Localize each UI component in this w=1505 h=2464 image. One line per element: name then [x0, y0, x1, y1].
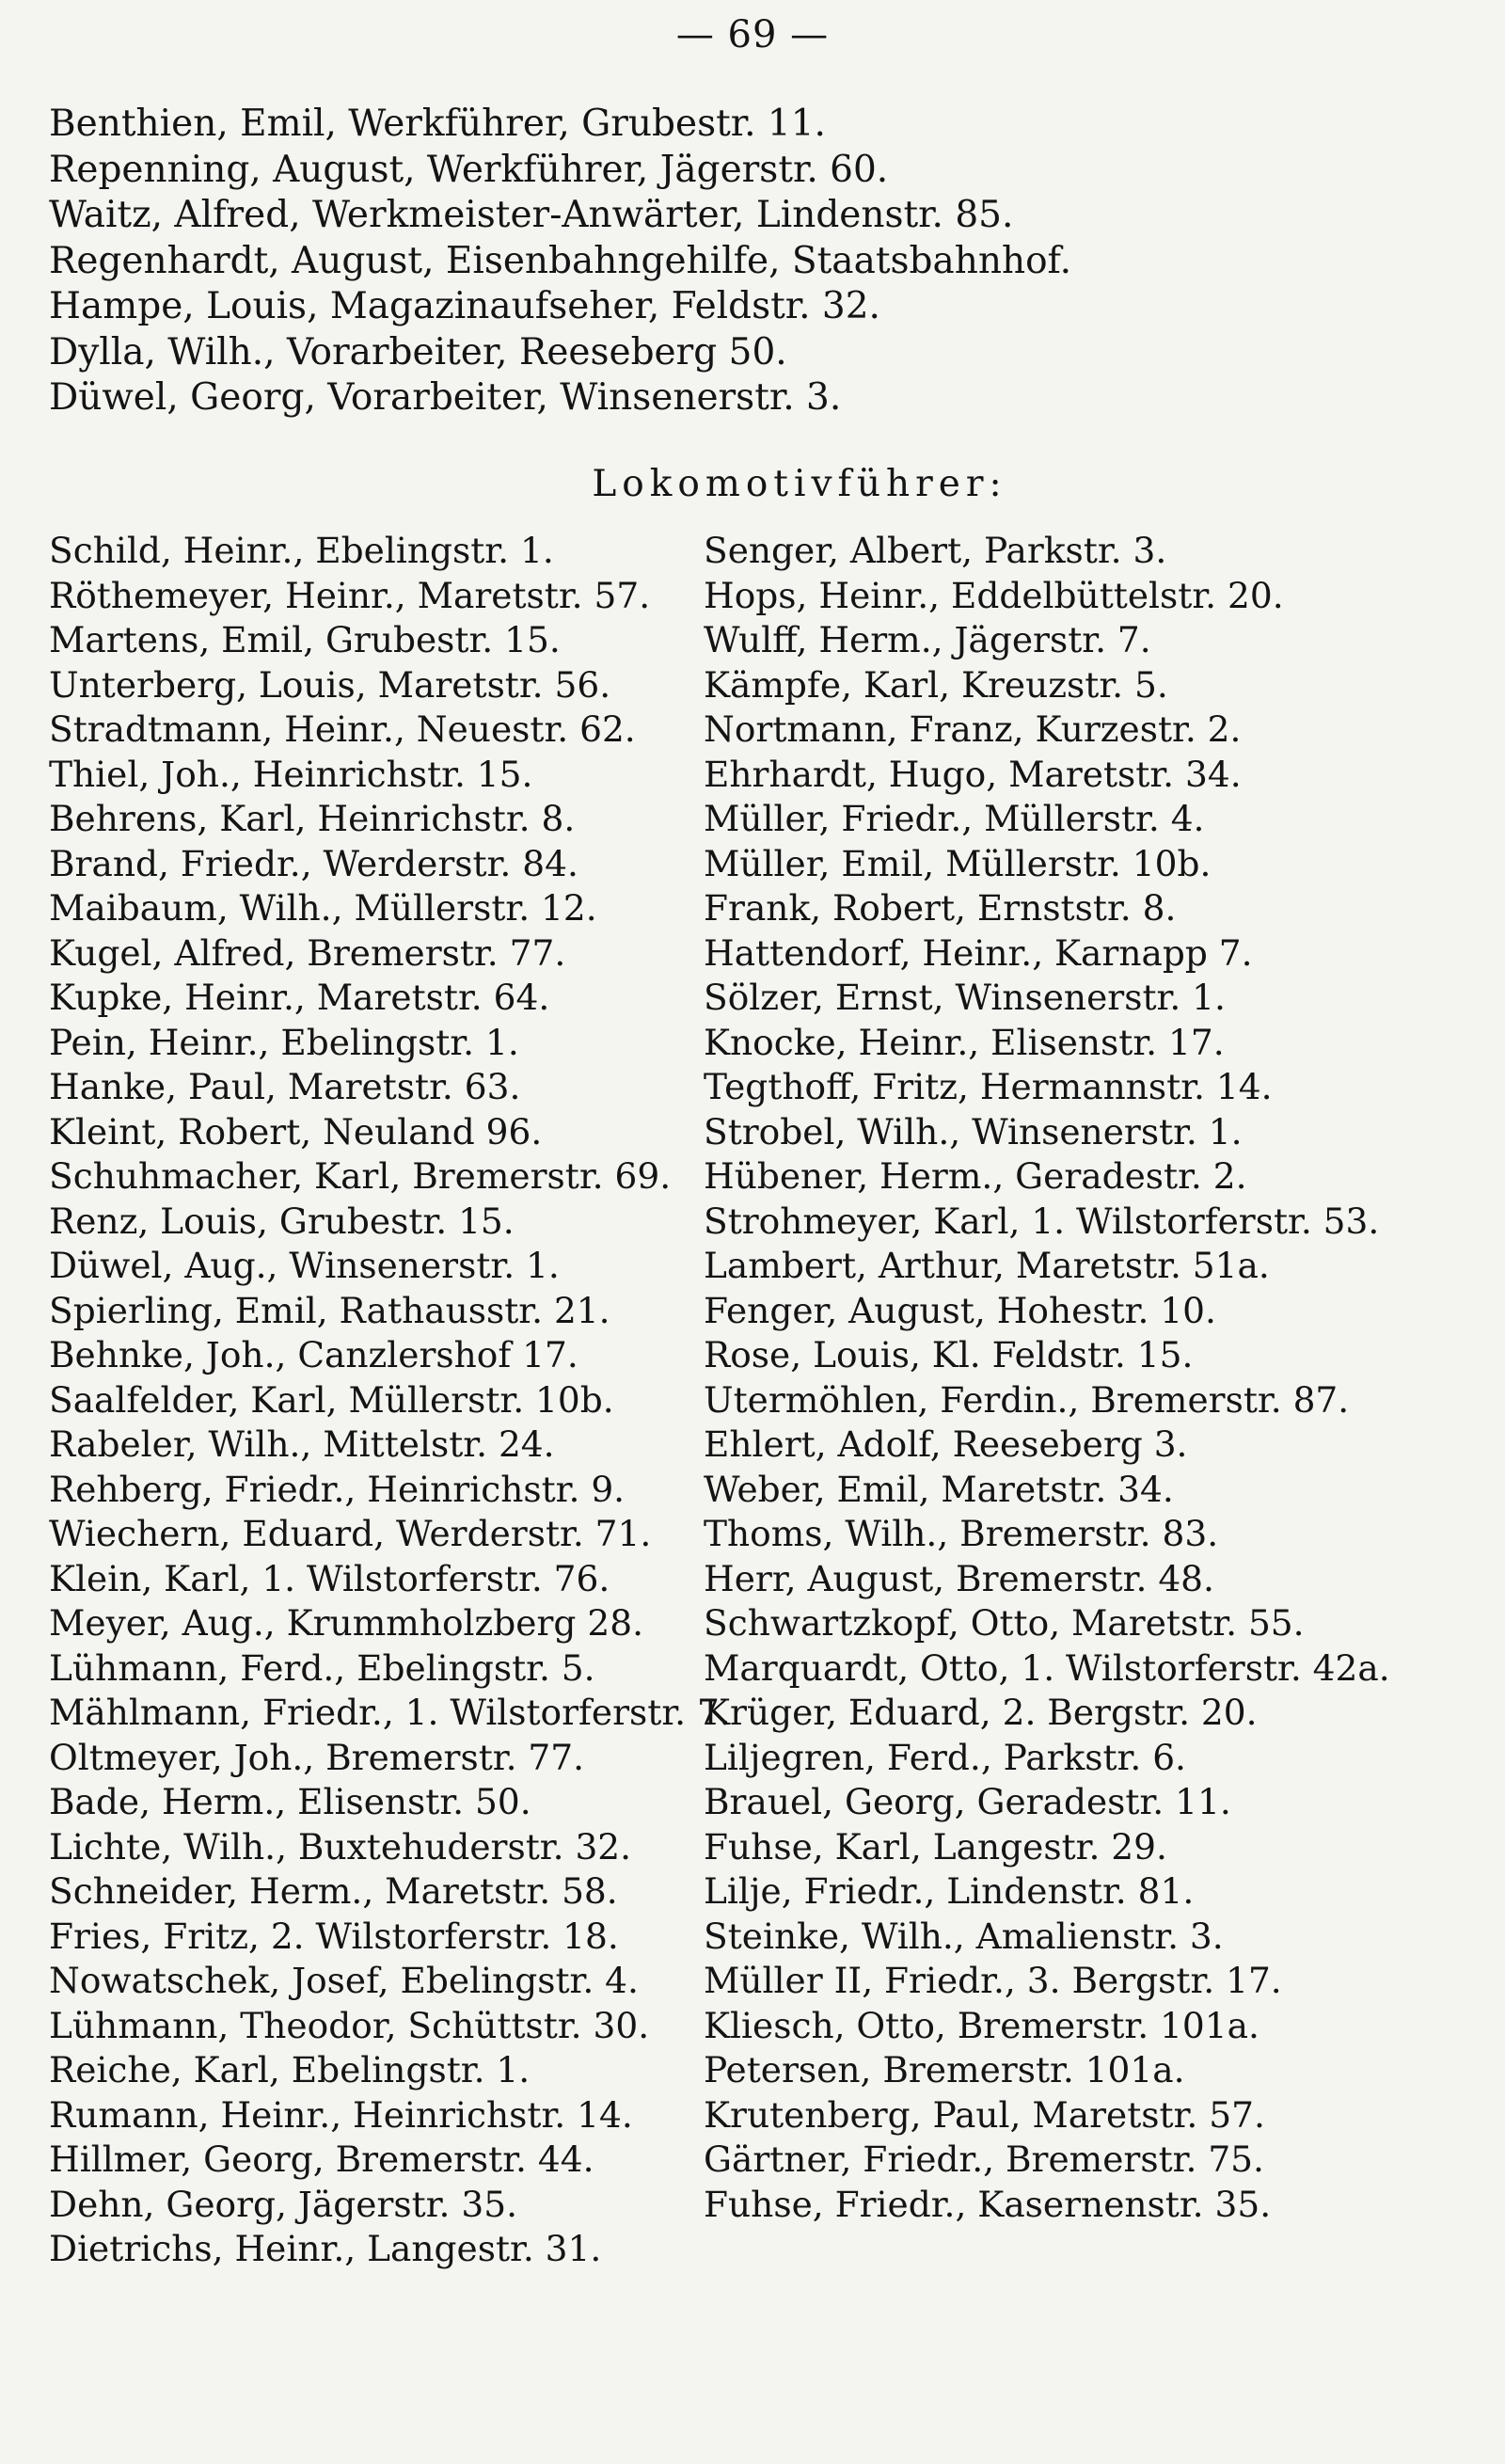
list-entry: Bade, Herm., Elisenstr. 50. — [49, 1781, 531, 1822]
list-entry: Hanke, Paul, Maretstr. 63. — [49, 1066, 521, 1107]
list-entry: Waitz, Alfred, Werkmeister-Anwärter, Lindenstr. 85. — [49, 194, 1014, 236]
list-entry: Rabeler, Wilh., Mittelstr. 24. — [49, 1423, 555, 1465]
list-entry: Marquardt, Otto, 1. Wilstorferstr. 42a. — [704, 1646, 1390, 1689]
list-entry: Lühmann, Theodor, Schüttstr. 30. — [49, 2004, 650, 2046]
list-entry: Renz, Louis, Grubestr. 15. — [49, 1200, 515, 1242]
list-entry: Lichte, Wilh., Buxtehuderstr. 32. — [49, 1825, 632, 1868]
list-entry: Thoms, Wilh., Bremerstr. 83. — [704, 1513, 1219, 1554]
list-entry: Tegthoff, Fritz, Hermannstr. 14. — [704, 1066, 1273, 1107]
list-entry: Klein, Karl, 1. Wilstorferstr. 76. — [49, 1557, 610, 1599]
list-entry: Sölzer, Ernst, Winsenerstr. 1. — [704, 977, 1226, 1018]
list-entry: Mählmann, Friedr., 1. Wilstorferstr. 7. — [49, 1692, 731, 1733]
list-entry: Brand, Friedr., Werderstr. 84. — [49, 842, 578, 884]
list-entry: Hops, Heinr., Eddelbüttelstr. 20. — [704, 574, 1284, 616]
left-column — [49, 529, 731, 2272]
list-entry: Saalfelder, Karl, Müllerstr. 10b. — [49, 1378, 614, 1421]
list-entry: Nowatschek, Josef, Ebelingstr. 4. — [49, 1960, 639, 2001]
list-entry: Fuhse, Karl, Langestr. 29. — [704, 1825, 1167, 1868]
list-entry: Rehberg, Friedr., Heinrichstr. 9. — [49, 1468, 626, 1510]
list-entry: Krutenberg, Paul, Maretstr. 57. — [704, 2093, 1265, 2136]
list-entry: Martens, Emil, Grubestr. 15. — [49, 619, 561, 660]
list-entry: Lühmann, Ferd., Ebelingstr. 5. — [49, 1646, 595, 1689]
list-entry: Dehn, Georg, Jägerstr. 35. — [49, 2183, 518, 2225]
list-entry: Düwel, Georg, Vorarbeiter, Winsenerstr. 3. — [49, 376, 842, 419]
list-entry: Ehrhardt, Hugo, Maretstr. 34. — [704, 753, 1242, 795]
list-entry: Kämpfe, Karl, Kreuzstr. 5. — [704, 663, 1168, 706]
list-entry: Lambert, Arthur, Maretstr. 51a. — [704, 1245, 1270, 1286]
list-entry: Dylla, Wilh., Vorarbeiter, Reeseberg 50. — [49, 330, 787, 374]
list-entry: Steinke, Wilh., Amalienstr. 3. — [704, 1915, 1224, 1957]
list-entry: Kleint, Robert, Neuland 96. — [49, 1110, 543, 1153]
list-entry: Hillmer, Georg, Bremerstr. 44. — [49, 2138, 594, 2180]
right-column — [704, 529, 1409, 2227]
page-number: — 69 — — [675, 13, 830, 56]
list-entry: Stradtmann, Heinr., Neuestr. 62. — [49, 708, 636, 750]
list-entry: Nortmann, Franz, Kurzestr. 2. — [704, 708, 1242, 750]
list-entry: Schild, Heinr., Ebelingstr. 1. — [49, 530, 554, 571]
list-entry: Liljegren, Ferd., Parkstr. 6. — [704, 1736, 1186, 1778]
list-entry: Kliesch, Otto, Bremerstr. 101a. — [704, 2004, 1259, 2046]
list-entry: Strobel, Wilh., Winsenerstr. 1. — [704, 1110, 1243, 1153]
list-entry: Fries, Fritz, 2. Wilstorferstr. 18. — [49, 1915, 619, 1957]
list-entry: Brauel, Georg, Geradestr. 11. — [704, 1781, 1231, 1822]
list-entry: Düwel, Aug., Winsenerstr. 1. — [49, 1245, 560, 1286]
list-entry: Müller, Emil, Müllerstr. 10b. — [704, 842, 1212, 884]
list-entry: Oltmeyer, Joh., Bremerstr. 77. — [49, 1736, 585, 1778]
list-entry: Benthien, Emil, Werkführer, Grubestr. 11. — [49, 103, 826, 145]
list-entry: Hattendorf, Heinr., Karnapp 7. — [704, 931, 1253, 974]
list-entry: Unterberg, Louis, Maretstr. 56. — [49, 663, 611, 706]
list-entry: Maibaum, Wilh., Müllerstr. 12. — [49, 887, 597, 929]
list-entry: Wiechern, Eduard, Werderstr. 71. — [49, 1513, 652, 1554]
list-entry: Behnke, Joh., Canzlershof 17. — [49, 1334, 578, 1375]
list-entry: Hübener, Herm., Geradestr. 2. — [704, 1155, 1247, 1197]
list-entry: Kugel, Alfred, Bremerstr. 77. — [49, 931, 566, 974]
list-entry: Spierling, Emil, Rathausstr. 21. — [49, 1289, 610, 1331]
list-entry: Hampe, Louis, Magazinaufseher, Feldstr. 32. — [49, 285, 880, 327]
list-entry: Krüger, Eduard, 2. Bergstr. 20. — [704, 1692, 1258, 1733]
list-entry: Meyer, Aug., Krummholzberg 28. — [49, 1602, 643, 1644]
list-entry: Schneider, Herm., Maretstr. 58. — [49, 1870, 618, 1912]
list-entry: Röthemeyer, Heinr., Maretstr. 57. — [49, 574, 651, 616]
list-entry: Pein, Heinr., Ebelingstr. 1. — [49, 1021, 519, 1063]
list-entry: Dietrichs, Heinr., Langestr. 31. — [49, 2228, 602, 2269]
list-entry: Knocke, Heinr., Elisenstr. 17. — [704, 1021, 1225, 1063]
list-entry: Gärtner, Friedr., Bremerstr. 75. — [704, 2138, 1264, 2180]
list-entry: Wulff, Herm., Jägerstr. 7. — [704, 619, 1151, 660]
list-entry: Schuhmacher, Karl, Bremerstr. 69. — [49, 1155, 672, 1197]
list-entry: Rumann, Heinr., Heinrichstr. 14. — [49, 2093, 633, 2136]
list-entry: Thiel, Joh., Heinrichstr. 15. — [49, 753, 533, 795]
list-entry: Lilje, Friedr., Lindenstr. 81. — [704, 1870, 1195, 1912]
list-entry: Senger, Albert, Parkstr. 3. — [704, 530, 1167, 571]
list-entry: Fenger, August, Hohestr. 10. — [704, 1289, 1216, 1331]
list-entry: Reiche, Karl, Ebelingstr. 1. — [49, 2049, 531, 2090]
list-entry: Utermöhlen, Ferdin., Bremerstr. 87. — [704, 1378, 1350, 1421]
staff-list — [49, 102, 1460, 421]
list-entry: Herr, August, Bremerstr. 48. — [704, 1557, 1214, 1599]
list-entry: Schwartzkopf, Otto, Maretstr. 55. — [704, 1602, 1305, 1644]
list-entry: Regenhardt, August, Eisenbahngehilfe, Staatsbahnhof. — [49, 239, 1071, 282]
list-entry: Fuhse, Friedr., Kasernenstr. 35. — [704, 2183, 1272, 2225]
list-entry: Rose, Louis, Kl. Feldstr. 15. — [704, 1334, 1194, 1375]
list-entry: Repenning, August, Werkführer, Jägerstr. 60. — [49, 148, 889, 191]
list-entry: Strohmeyer, Karl, 1. Wilstorferstr. 53. — [704, 1200, 1380, 1242]
list-entry: Weber, Emil, Maretstr. 34. — [704, 1468, 1174, 1510]
list-entry: Müller II, Friedr., 3. Bergstr. 17. — [704, 1960, 1282, 2001]
section-heading: Lokomotivführer: — [592, 463, 1007, 505]
list-entry: Kupke, Heinr., Maretstr. 64. — [49, 977, 550, 1018]
list-entry: Ehlert, Adolf, Reeseberg 3. — [704, 1423, 1188, 1465]
list-entry: Müller, Friedr., Müllerstr. 4. — [704, 798, 1205, 839]
list-entry: Behrens, Karl, Heinrichstr. 8. — [49, 798, 576, 839]
list-entry: Petersen, Bremerstr. 101a. — [704, 2049, 1185, 2090]
list-entry: Frank, Robert, Ernststr. 8. — [704, 887, 1177, 929]
